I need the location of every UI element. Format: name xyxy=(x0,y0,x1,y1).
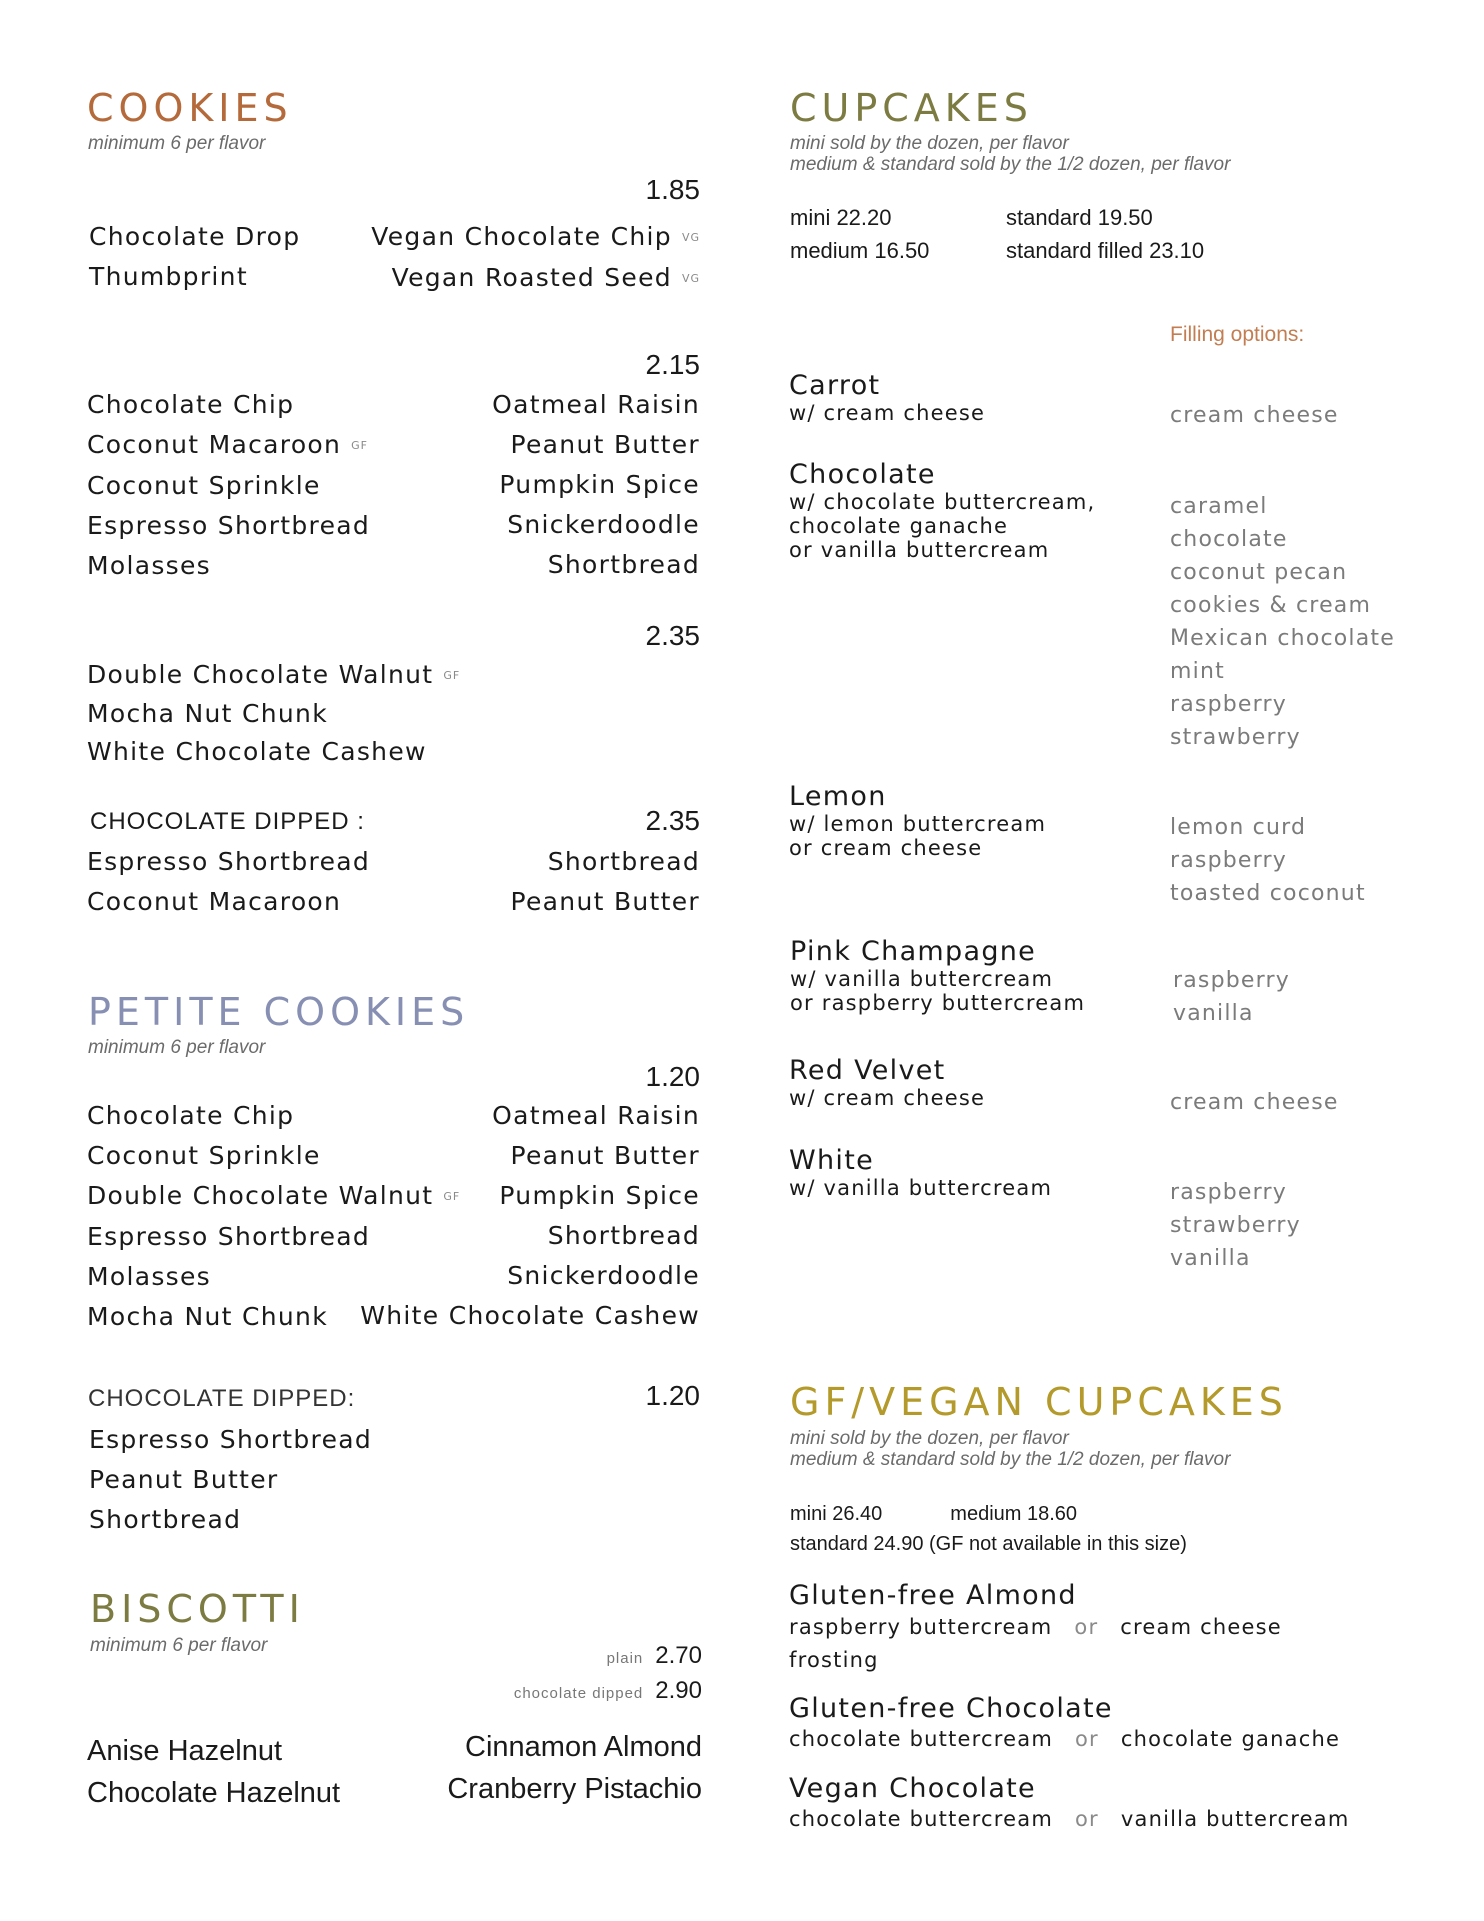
flavor-name: Lemon xyxy=(789,781,887,812)
subtitle-line: medium & standard sold by the 1/2 dozen, per flavor xyxy=(790,1449,1231,1470)
price-standard-filled: standard filled 23.10 xyxy=(1006,238,1205,263)
filling-item: cream cheese xyxy=(1170,403,1339,428)
cupcakes-prices-right xyxy=(1006,201,1204,267)
filling-item: chocolate xyxy=(1170,527,1288,552)
list-item: Snickerdoodle xyxy=(507,1261,700,1290)
list-item: White Chocolate Cashew xyxy=(360,1301,700,1330)
gf-almond xyxy=(789,1580,1282,1677)
flavor-desc: or cream cheese xyxy=(789,836,983,860)
list-item: Coconut Sprinkle xyxy=(87,1141,321,1170)
price-row: standard 24.90 (GF not available in this size) xyxy=(790,1533,1187,1555)
filling-options-label: Filling options: xyxy=(1170,323,1305,346)
filling-item: raspberry xyxy=(1173,968,1290,993)
filling-item: strawberry xyxy=(1170,1213,1301,1238)
flavor-options: chocolate buttercream or vanilla buttercream xyxy=(789,1807,1350,1831)
flavor-name: Red Velvet xyxy=(789,1055,946,1086)
cupcake-lemon xyxy=(789,781,1046,860)
list-item: Pumpkin Spice xyxy=(499,1181,700,1210)
list-item: Oatmeal Raisin xyxy=(492,390,700,419)
list-item: Chocolate Chip xyxy=(87,390,295,419)
cookies-dipped-left xyxy=(87,842,370,922)
cookies-title: COOKIES xyxy=(87,86,293,130)
filling-item: caramel xyxy=(1170,494,1268,519)
filling-item: vanilla xyxy=(1173,1001,1254,1026)
cupcakes-subtitle xyxy=(790,133,1230,175)
carrot-fillings xyxy=(1170,399,1339,432)
flavor-extra: frosting xyxy=(789,1648,879,1672)
list-item: Peanut Butter xyxy=(89,1465,279,1494)
list-item: Coconut Sprinkle xyxy=(87,471,321,500)
cookies-group1-right xyxy=(330,217,700,299)
list-item: Shortbread xyxy=(547,550,700,579)
lemon-fillings xyxy=(1170,811,1366,910)
petite-dipped-price: 1.20 xyxy=(645,1380,700,1411)
gluten-free-tag: GF xyxy=(443,1190,461,1203)
petite-right xyxy=(340,1096,700,1336)
cupcake-carrot xyxy=(789,370,985,425)
list-item: Pumpkin Spice xyxy=(499,470,700,499)
price-mini: mini 22.20 xyxy=(790,205,892,230)
price-standard: standard 19.50 xyxy=(1006,205,1153,230)
petite-price: 1.20 xyxy=(645,1061,700,1092)
list-item: Coconut Macaroon xyxy=(87,887,342,916)
chocolate-fillings xyxy=(1170,490,1395,754)
cookies-group2-left xyxy=(87,385,370,586)
cookies-group2-right xyxy=(400,385,700,585)
filling-item: raspberry xyxy=(1170,692,1287,717)
cupcakes-title: CUPCAKES xyxy=(790,86,1033,130)
subtitle-line: mini sold by the dozen, per flavor xyxy=(790,133,1069,154)
cookies-subtitle: minimum 6 per flavor xyxy=(88,133,266,154)
cupcake-pink-champagne xyxy=(790,936,1085,1015)
petite-subtitle: minimum 6 per flavor xyxy=(88,1037,266,1058)
flavor-name: Vegan Chocolate xyxy=(789,1773,1036,1804)
flavor-desc: or raspberry buttercream xyxy=(790,991,1086,1015)
subtitle-line: mini sold by the dozen, per flavor xyxy=(790,1428,1069,1449)
biscotti-prices xyxy=(440,1640,702,1710)
list-item: White Chocolate Cashew xyxy=(87,737,427,766)
flavor-desc: chocolate ganache xyxy=(789,514,1009,538)
cookies-price-3: 2.35 xyxy=(645,620,700,651)
flavor-desc: w/ vanilla buttercream xyxy=(789,1176,1053,1200)
flavor-desc: w/ cream cheese xyxy=(789,1086,986,1110)
filling-item: cookies & cream xyxy=(1170,593,1372,618)
list-item: Espresso Shortbread xyxy=(87,847,371,876)
list-item: Thumbprint xyxy=(89,262,248,291)
price-row: plain 2.70 xyxy=(606,1642,702,1669)
filling-item: raspberry xyxy=(1170,1180,1287,1205)
flavor-desc: w/ vanilla buttercream xyxy=(790,967,1054,991)
cupcakes-prices-left xyxy=(790,201,929,267)
cookies-dipped-right xyxy=(400,842,700,922)
list-item: Vegan Roasted Seed VG xyxy=(391,263,700,292)
biscotti-right xyxy=(420,1726,702,1810)
gf-vegan-title: GF/VEGAN CUPCAKES xyxy=(790,1380,1288,1424)
flavor-options: raspberry buttercream or cream cheese xyxy=(789,1615,1282,1639)
filling-item: raspberry xyxy=(1170,848,1287,873)
list-item: Espresso Shortbread xyxy=(87,511,371,540)
list-item: Mocha Nut Chunk xyxy=(87,699,328,728)
flavor-desc: w/ chocolate buttercream, xyxy=(789,490,1096,514)
vegan-chocolate xyxy=(789,1773,1350,1834)
flavor-desc: w/ lemon buttercream xyxy=(789,812,1047,836)
filling-item: Mexican chocolate xyxy=(1170,626,1395,651)
list-item: Shortbread xyxy=(547,1221,700,1250)
list-item: Chocolate Hazelnut xyxy=(87,1777,341,1809)
list-item: Shortbread xyxy=(547,847,700,876)
price-row: chocolate dipped 2.90 xyxy=(513,1677,702,1704)
cookies-price-2: 2.15 xyxy=(645,349,700,380)
petite-dipped-list xyxy=(89,1420,372,1540)
cookies-group1-left xyxy=(89,217,300,297)
gf-vegan-subtitle xyxy=(790,1428,1230,1470)
list-item: Chocolate Chip xyxy=(87,1101,295,1130)
gluten-free-tag: GF xyxy=(443,669,461,682)
flavor-name: Gluten-free Almond xyxy=(789,1580,1077,1611)
flavor-name: White xyxy=(789,1145,875,1176)
flavor-name: Chocolate xyxy=(789,459,936,490)
list-item: Anise Hazelnut xyxy=(87,1735,283,1767)
list-item: Cinnamon Almond xyxy=(465,1731,702,1763)
vegan-tag: VG xyxy=(681,231,700,244)
list-item: Espresso Shortbread xyxy=(87,1222,371,1251)
filling-item: mint xyxy=(1170,659,1225,684)
cupcake-chocolate xyxy=(789,459,1095,562)
filling-item: toasted coconut xyxy=(1170,881,1366,906)
flavor-desc: w/ cream cheese xyxy=(789,401,986,425)
cupcake-white xyxy=(789,1145,1052,1200)
biscotti-left xyxy=(87,1730,340,1814)
list-item: Peanut Butter xyxy=(510,887,700,916)
list-item: Snickerdoodle xyxy=(507,510,700,539)
list-item: Oatmeal Raisin xyxy=(492,1101,700,1130)
flavor-options: chocolate buttercream or chocolate ganache xyxy=(789,1727,1341,1751)
petite-dipped-label: CHOCOLATE DIPPED: xyxy=(88,1385,356,1412)
list-item: Mocha Nut Chunk xyxy=(87,1302,328,1331)
list-item: Coconut Macaroon GF xyxy=(87,430,369,459)
gf-chocolate xyxy=(789,1693,1340,1754)
pink-champagne-fillings xyxy=(1173,964,1290,1030)
list-item: Molasses xyxy=(87,551,211,580)
cookies-group3-left xyxy=(87,656,460,771)
list-item: Espresso Shortbread xyxy=(89,1425,373,1454)
filling-item: lemon curd xyxy=(1170,815,1307,840)
list-item: Shortbread xyxy=(89,1505,242,1534)
flavor-name: Carrot xyxy=(789,370,881,401)
cookies-price-1: 1.85 xyxy=(645,174,700,205)
biscotti-title: BISCOTTI xyxy=(90,1587,305,1631)
cupcake-red-velvet xyxy=(789,1055,985,1110)
cookies-dipped-price: 2.35 xyxy=(645,805,700,836)
flavor-name: Gluten-free Chocolate xyxy=(789,1693,1113,1724)
flavor-desc: or vanilla buttercream xyxy=(789,538,1050,562)
filling-item: cream cheese xyxy=(1170,1090,1339,1115)
list-item: Vegan Chocolate Chip VG xyxy=(371,222,700,251)
list-item: Double Chocolate Walnut GF xyxy=(87,1181,461,1210)
price-row: mini 26.40 medium 18.60 xyxy=(790,1503,1078,1525)
filling-item: strawberry xyxy=(1170,725,1301,750)
list-item: Chocolate Drop xyxy=(89,222,301,251)
price-medium: medium 16.50 xyxy=(790,238,930,263)
list-item: Double Chocolate Walnut GF xyxy=(87,660,461,689)
filling-item: vanilla xyxy=(1170,1246,1251,1271)
cookies-dipped-label: CHOCOLATE DIPPED : xyxy=(90,808,365,835)
list-item: Peanut Butter xyxy=(510,1141,700,1170)
list-item: Molasses xyxy=(87,1262,211,1291)
biscotti-subtitle: minimum 6 per flavor xyxy=(90,1635,268,1656)
subtitle-line: medium & standard sold by the 1/2 dozen, per flavor xyxy=(790,154,1231,175)
filling-item: coconut pecan xyxy=(1170,560,1348,585)
vegan-tag: VG xyxy=(681,272,700,285)
petite-title: PETITE COOKIES xyxy=(88,990,470,1034)
list-item: Cranberry Pistachio xyxy=(447,1773,702,1805)
gf-vegan-prices xyxy=(790,1499,1187,1559)
flavor-name: Pink Champagne xyxy=(790,936,1037,967)
white-fillings xyxy=(1170,1176,1301,1275)
red-velvet-fillings xyxy=(1170,1086,1339,1119)
list-item: Peanut Butter xyxy=(510,430,700,459)
gluten-free-tag: GF xyxy=(351,439,369,452)
